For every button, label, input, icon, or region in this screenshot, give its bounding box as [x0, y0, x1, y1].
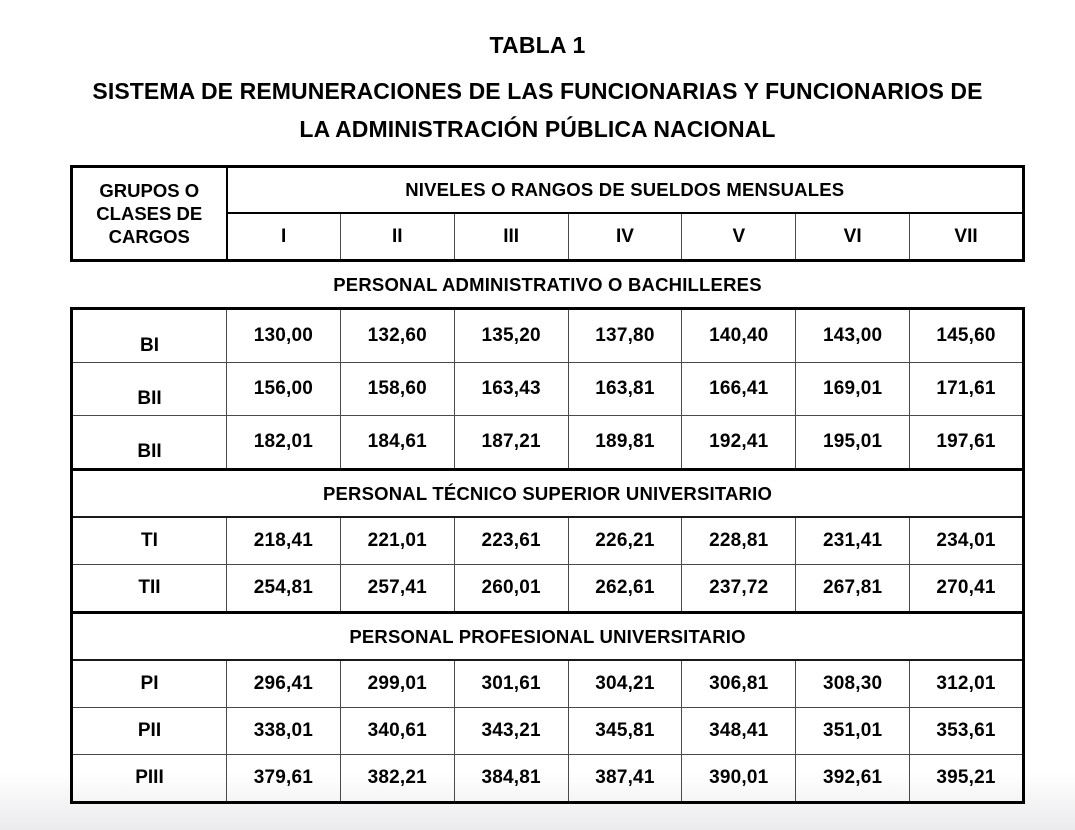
salary-value-cell: 296,41 — [227, 660, 341, 708]
main-title — [33, 72, 1043, 148]
group-label-cell: BI — [72, 309, 227, 363]
salary-value-cell: 195,01 — [796, 416, 910, 470]
salary-value-cell: 189,81 — [568, 416, 682, 470]
salary-value-cell: 223,61 — [454, 517, 568, 565]
main-title-line-2: LA ADMINISTRACIÓN PÚBLICA NACIONAL — [299, 116, 776, 142]
salary-value-cell: 260,01 — [454, 565, 568, 613]
levels-header-cell: NIVELES O RANGOS DE SUELDOS MENSUALES — [227, 167, 1024, 214]
salary-value-cell: 130,00 — [227, 309, 341, 363]
salary-value-cell: 257,41 — [340, 565, 454, 613]
salary-value-cell: 382,21 — [340, 755, 454, 803]
salary-value-cell: 345,81 — [568, 708, 682, 755]
group-label-cell: PI — [72, 660, 227, 708]
salary-value-cell: 306,81 — [682, 660, 796, 708]
salary-value-cell: 299,01 — [340, 660, 454, 708]
salary-value-cell: 169,01 — [796, 363, 910, 416]
salary-row — [72, 755, 1024, 803]
salary-value-cell: 197,61 — [910, 416, 1024, 470]
group-label-cell: PIII — [72, 755, 227, 803]
salary-value-cell: 140,40 — [682, 309, 796, 363]
salary-value-cell: 304,21 — [568, 660, 682, 708]
group-label-cell: PII — [72, 708, 227, 755]
salary-row — [72, 660, 1024, 708]
level-column-header-VII: VII — [910, 213, 1024, 261]
salary-value-cell: 192,41 — [682, 416, 796, 470]
salary-value-cell: 182,01 — [227, 416, 341, 470]
salary-value-cell: 156,00 — [227, 363, 341, 416]
level-column-header-III: III — [454, 213, 568, 261]
salary-value-cell: 158,60 — [340, 363, 454, 416]
salary-value-cell: 184,61 — [340, 416, 454, 470]
level-column-header-V: V — [682, 213, 796, 261]
salary-value-cell: 218,41 — [227, 517, 341, 565]
salary-value-cell: 135,20 — [454, 309, 568, 363]
salary-value-cell: 234,01 — [910, 517, 1024, 565]
salary-value-cell: 132,60 — [340, 309, 454, 363]
tables-container — [70, 165, 1025, 804]
column-header-table — [70, 165, 1025, 262]
level-column-header-VI: VI — [796, 213, 910, 261]
salary-value-cell: 166,41 — [682, 363, 796, 416]
section-row — [72, 613, 1024, 661]
salary-value-cell: 228,81 — [682, 517, 796, 565]
salary-value-cell: 163,43 — [454, 363, 568, 416]
table-number-title: TABLA 1 — [489, 32, 586, 58]
salary-value-cell: 384,81 — [454, 755, 568, 803]
salary-row — [72, 363, 1024, 416]
salary-value-cell: 338,01 — [227, 708, 341, 755]
level-column-header-II: II — [340, 213, 454, 261]
group-label-cell: TI — [72, 517, 227, 565]
salary-value-cell: 387,41 — [568, 755, 682, 803]
salary-value-cell: 262,61 — [568, 565, 682, 613]
section-title-cell: PERSONAL TÉCNICO SUPERIOR UNIVERSITARIO — [72, 470, 1024, 518]
salary-value-cell: 301,61 — [454, 660, 568, 708]
corner-header-cell: GRUPOS O CLASES DE CARGOS — [72, 167, 227, 261]
salary-value-cell: 312,01 — [910, 660, 1024, 708]
section-row — [72, 470, 1024, 518]
salary-value-cell: 351,01 — [796, 708, 910, 755]
section-title-cell: PERSONAL PROFESIONAL UNIVERSITARIO — [72, 613, 1024, 661]
level-column-header-I: I — [227, 213, 341, 261]
group-label-cell: BII — [72, 363, 227, 416]
salary-value-cell: 163,81 — [568, 363, 682, 416]
salary-table — [70, 307, 1025, 804]
salary-value-cell: 143,00 — [796, 309, 910, 363]
salary-value-cell: 254,81 — [227, 565, 341, 613]
salary-value-cell: 270,41 — [910, 565, 1024, 613]
salary-value-cell: 221,01 — [340, 517, 454, 565]
salary-row — [72, 517, 1024, 565]
levels-header-row — [72, 167, 1024, 214]
salary-value-cell: 392,61 — [796, 755, 910, 803]
level-column-header-IV: IV — [568, 213, 682, 261]
salary-value-cell: 379,61 — [227, 755, 341, 803]
salary-value-cell: 353,61 — [910, 708, 1024, 755]
salary-value-cell: 348,41 — [682, 708, 796, 755]
salary-value-cell: 395,21 — [910, 755, 1024, 803]
salary-row — [72, 708, 1024, 755]
group-label-cell: TII — [72, 565, 227, 613]
salary-value-cell: 145,60 — [910, 309, 1024, 363]
salary-value-cell: 171,61 — [910, 363, 1024, 416]
salary-row — [72, 416, 1024, 470]
salary-value-cell: 137,80 — [568, 309, 682, 363]
salary-value-cell: 340,61 — [340, 708, 454, 755]
salary-value-cell: 231,41 — [796, 517, 910, 565]
salary-value-cell: 226,21 — [568, 517, 682, 565]
salary-value-cell: 237,72 — [682, 565, 796, 613]
salary-row — [72, 309, 1024, 363]
salary-value-cell: 187,21 — [454, 416, 568, 470]
salary-value-cell: 343,21 — [454, 708, 568, 755]
section-title-administrativo: PERSONAL ADMINISTRATIVO O BACHILLERES — [333, 274, 762, 295]
salary-row — [72, 565, 1024, 613]
main-title-line-1: SISTEMA DE REMUNERACIONES DE LAS FUNCIONARIAS Y FUNCIONARIOS DE — [92, 78, 983, 104]
salary-value-cell: 308,30 — [796, 660, 910, 708]
salary-value-cell: 390,01 — [682, 755, 796, 803]
title-block — [0, 0, 1075, 148]
salary-value-cell: 267,81 — [796, 565, 910, 613]
group-label-cell: BII — [72, 416, 227, 470]
